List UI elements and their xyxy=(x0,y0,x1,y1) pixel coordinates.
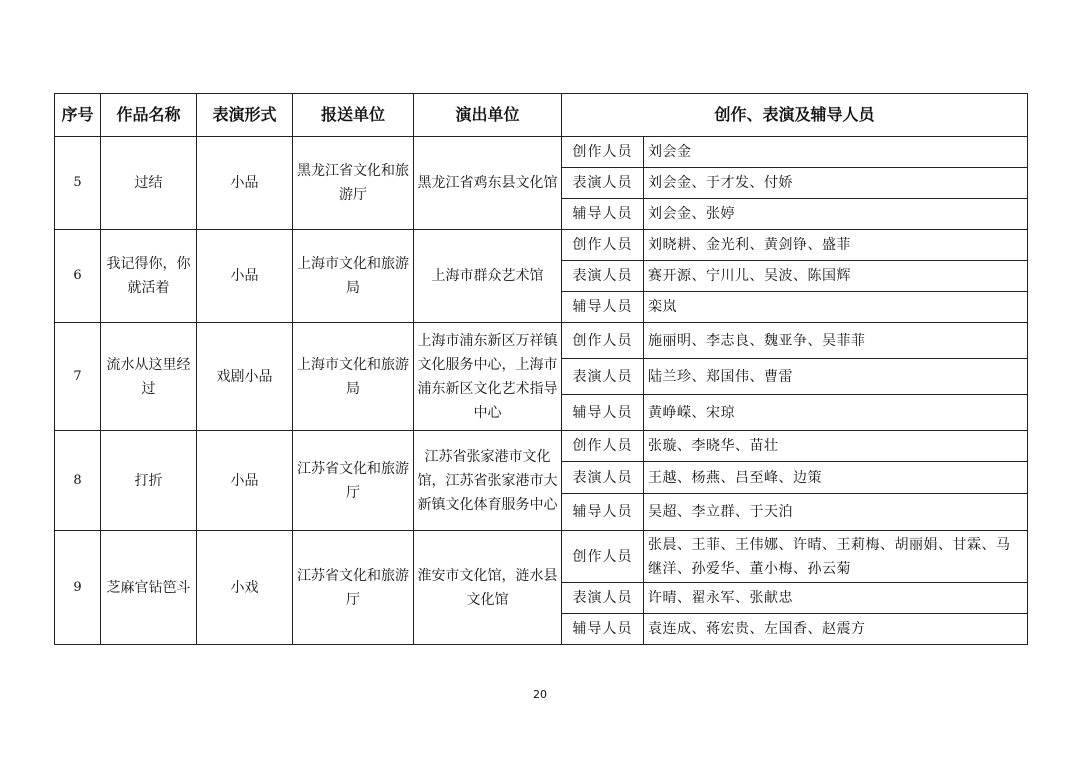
names-list: 赛开源、宁川儿、吴波、陈国辉 xyxy=(644,261,1028,292)
role-label: 表演人员 xyxy=(562,168,644,199)
row-title: 芝麻官钻笆斗 xyxy=(101,531,197,645)
role-label: 表演人员 xyxy=(562,583,644,614)
row-title: 我记得你，你就活着 xyxy=(101,230,197,323)
names-list: 张璇、李晓华、苗壮 xyxy=(644,431,1028,462)
role-label: 表演人员 xyxy=(562,359,644,395)
header-people: 创作、表演及辅导人员 xyxy=(562,94,1028,137)
roster-table xyxy=(54,93,1028,645)
row-seq: 6 xyxy=(55,230,101,323)
row-seq: 7 xyxy=(55,323,101,431)
row-form: 小品 xyxy=(197,137,293,230)
row-performer: 淮安市文化馆，涟水县文化馆 xyxy=(414,531,562,645)
row-submitter: 江苏省文化和旅游厅 xyxy=(293,531,414,645)
row-submitter: 上海市文化和旅游局 xyxy=(293,230,414,323)
names-list: 许晴、翟永军、张献忠 xyxy=(644,583,1028,614)
names-list: 王越、杨燕、吕至峰、边策 xyxy=(644,462,1028,494)
row-performer: 黑龙江省鸡东县文化馆 xyxy=(414,137,562,230)
row-form: 戏剧小品 xyxy=(197,323,293,431)
role-label: 创作人员 xyxy=(562,137,644,168)
role-label: 辅导人员 xyxy=(562,292,644,323)
table-row xyxy=(55,137,1028,168)
table-row xyxy=(55,230,1028,261)
role-label: 辅导人员 xyxy=(562,614,644,645)
header-title: 作品名称 xyxy=(101,94,197,137)
names-list: 袁连成、蒋宏贵、左国香、赵震方 xyxy=(644,614,1028,645)
role-label: 辅导人员 xyxy=(562,199,644,230)
page-number: 20 xyxy=(533,688,547,701)
header-submitter: 报送单位 xyxy=(293,94,414,137)
role-label: 表演人员 xyxy=(562,462,644,494)
names-list: 施丽明、李志良、魏亚争、吴菲菲 xyxy=(644,323,1028,359)
role-label: 创作人员 xyxy=(562,531,644,583)
row-seq: 5 xyxy=(55,137,101,230)
header-row xyxy=(55,94,1028,137)
role-label: 表演人员 xyxy=(562,261,644,292)
names-list: 吴超、李立群、于天泊 xyxy=(644,494,1028,531)
row-title: 打折 xyxy=(101,431,197,531)
row-form: 小品 xyxy=(197,230,293,323)
names-list: 刘会金、于才发、付娇 xyxy=(644,168,1028,199)
role-label: 辅导人员 xyxy=(562,395,644,431)
names-list: 刘会金 xyxy=(644,137,1028,168)
row-seq: 9 xyxy=(55,531,101,645)
names-list: 刘晓耕、金光利、黄剑铮、盛菲 xyxy=(644,230,1028,261)
row-submitter: 上海市文化和旅游局 xyxy=(293,323,414,431)
table-row xyxy=(55,431,1028,462)
row-performer: 上海市群众艺术馆 xyxy=(414,230,562,323)
role-label: 创作人员 xyxy=(562,323,644,359)
header-form: 表演形式 xyxy=(197,94,293,137)
role-label: 辅导人员 xyxy=(562,494,644,531)
row-submitter: 黑龙江省文化和旅游厅 xyxy=(293,137,414,230)
role-label: 创作人员 xyxy=(562,431,644,462)
role-label: 创作人员 xyxy=(562,230,644,261)
table-row xyxy=(55,323,1028,359)
names-list: 栾岚 xyxy=(644,292,1028,323)
row-seq: 8 xyxy=(55,431,101,531)
names-list: 刘会金、张婷 xyxy=(644,199,1028,230)
names-list: 陆兰珍、郑国伟、曹雷 xyxy=(644,359,1028,395)
names-list: 张晨、王菲、王伟娜、许晴、王莉梅、胡丽娟、甘霖、马继洋、孙爱华、董小梅、孙云菊 xyxy=(644,531,1028,583)
header-performer: 演出单位 xyxy=(414,94,562,137)
row-submitter: 江苏省文化和旅游厅 xyxy=(293,431,414,531)
row-performer: 上海市浦东新区万祥镇文化服务中心，上海市浦东新区文化艺术指导中心 xyxy=(414,323,562,431)
row-form: 小戏 xyxy=(197,531,293,645)
row-form: 小品 xyxy=(197,431,293,531)
row-title: 过结 xyxy=(101,137,197,230)
row-title: 流水从这里经过 xyxy=(101,323,197,431)
table-row xyxy=(55,531,1028,583)
header-seq: 序号 xyxy=(55,94,101,137)
row-performer: 江苏省张家港市文化馆，江苏省张家港市大新镇文化体育服务中心 xyxy=(414,431,562,531)
names-list: 黄峥嵘、宋琼 xyxy=(644,395,1028,431)
